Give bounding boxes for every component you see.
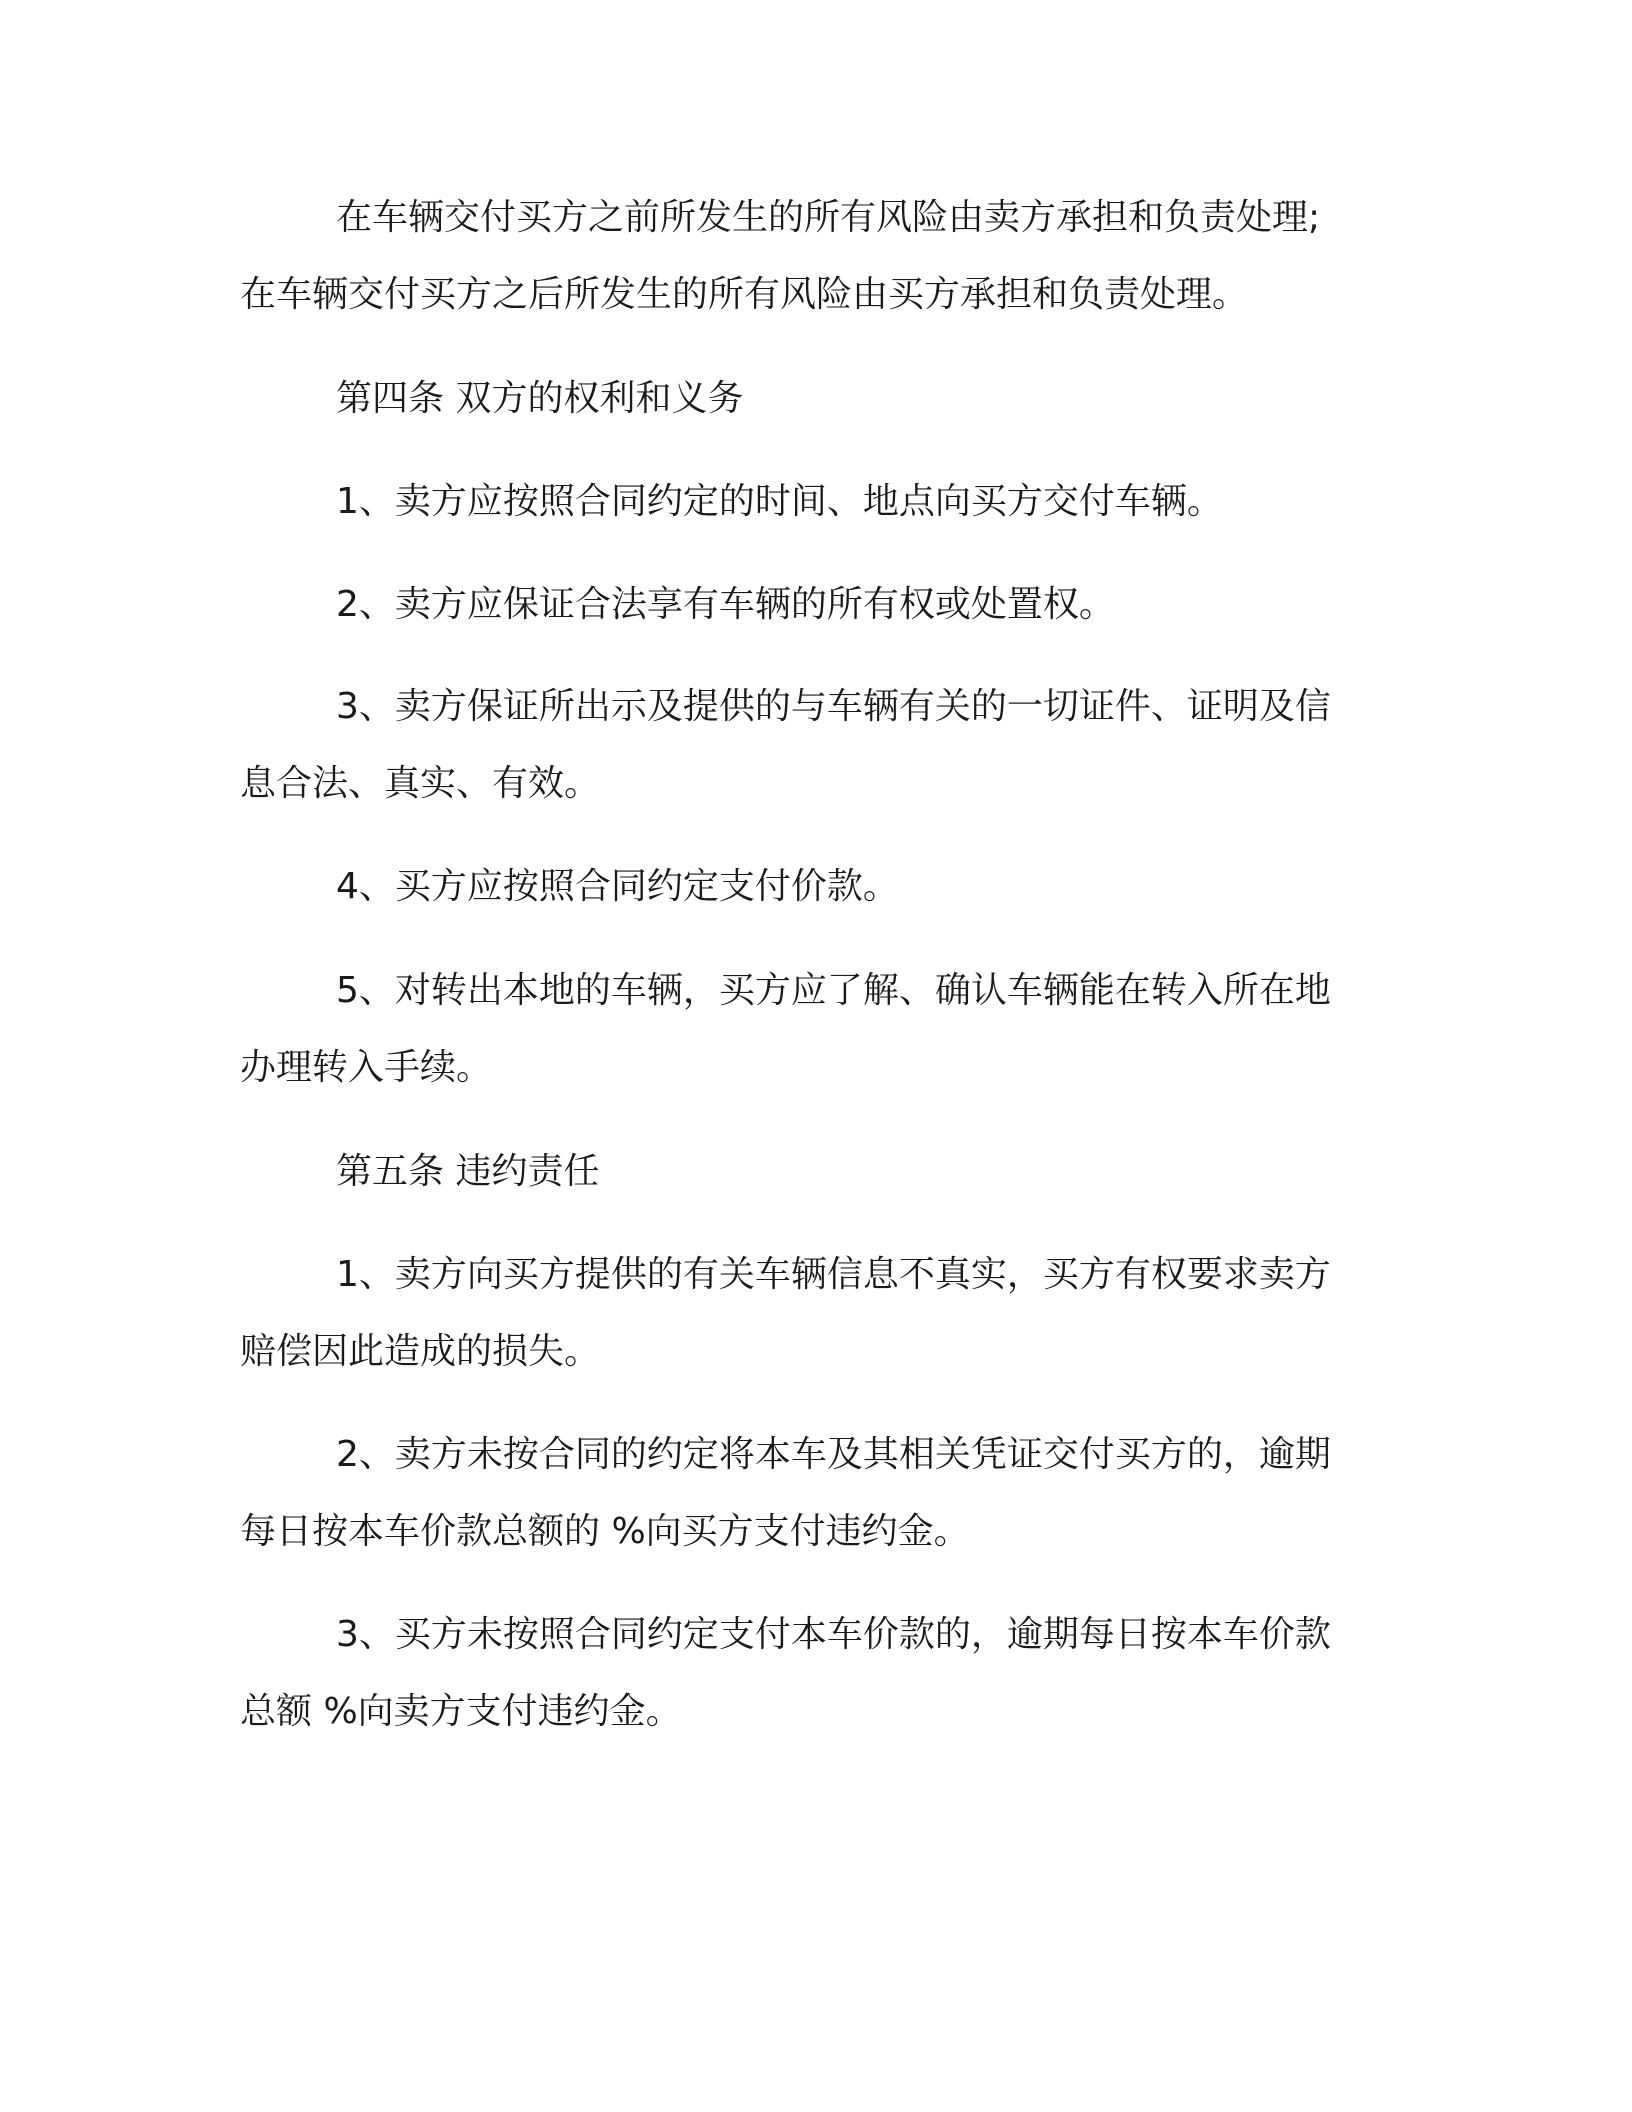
paragraph-line: 总额 %向卖方支付违约金。 bbox=[240, 1691, 682, 1732]
paragraph-line: 办理转入手续。 bbox=[240, 1047, 493, 1088]
paragraph-line: 赔偿因此造成的损失。 bbox=[240, 1331, 601, 1372]
paragraph-item bbox=[240, 1236, 1365, 1390]
paragraph-item bbox=[240, 848, 1365, 925]
paragraph-line: 3、卖方保证所出示及提供的与车辆有关的一切证件、证明及信 bbox=[336, 686, 1331, 727]
paragraph-line: 1、卖方应按照合同约定的时间、地点向买方交付车辆。 bbox=[336, 481, 1223, 522]
paragraph-line: 2、卖方应保证合法享有车辆的所有权或处置权。 bbox=[336, 584, 1115, 625]
paragraph-line: 在车辆交付买方之前所发生的所有风险由卖方承担和负责处理; bbox=[336, 197, 1321, 238]
paragraph-line: 在车辆交付买方之后所发生的所有风险由买方承担和负责处理。 bbox=[240, 274, 1249, 315]
paragraph-item bbox=[240, 566, 1365, 643]
paragraph-line: 1、卖方向买方提供的有关车辆信息不真实，买方有权要求卖方 bbox=[336, 1254, 1331, 1295]
paragraph-item bbox=[240, 1596, 1365, 1750]
section-heading: 第五条 违约责任 bbox=[336, 1151, 600, 1192]
paragraph-line: 5、对转出本地的车辆，买方应了解、确认车辆能在转入所在地 bbox=[336, 970, 1331, 1011]
paragraph-line: 每日按本车价款总额的 %向买方支付违约金。 bbox=[240, 1511, 970, 1552]
paragraph-line: 4、买方应按照合同约定支付价款。 bbox=[336, 866, 899, 907]
section-heading-article-4 bbox=[240, 360, 1365, 437]
paragraph-line: 2、卖方未按合同的约定将本车及其相关凭证交付买方的，逾期 bbox=[336, 1434, 1331, 1475]
paragraph-item bbox=[240, 952, 1365, 1106]
paragraph-item bbox=[240, 463, 1365, 540]
section-heading-article-5 bbox=[240, 1133, 1365, 1210]
paragraph-item bbox=[240, 668, 1365, 822]
paragraph-item bbox=[240, 1416, 1365, 1570]
paragraph-line: 3、买方未按照合同约定支付本车价款的，逾期每日按本车价款 bbox=[336, 1614, 1331, 1655]
section-heading: 第四条 双方的权利和义务 bbox=[336, 378, 744, 419]
paragraph-line: 息合法、真实、有效。 bbox=[240, 763, 601, 804]
paragraph-risk bbox=[240, 179, 1365, 333]
